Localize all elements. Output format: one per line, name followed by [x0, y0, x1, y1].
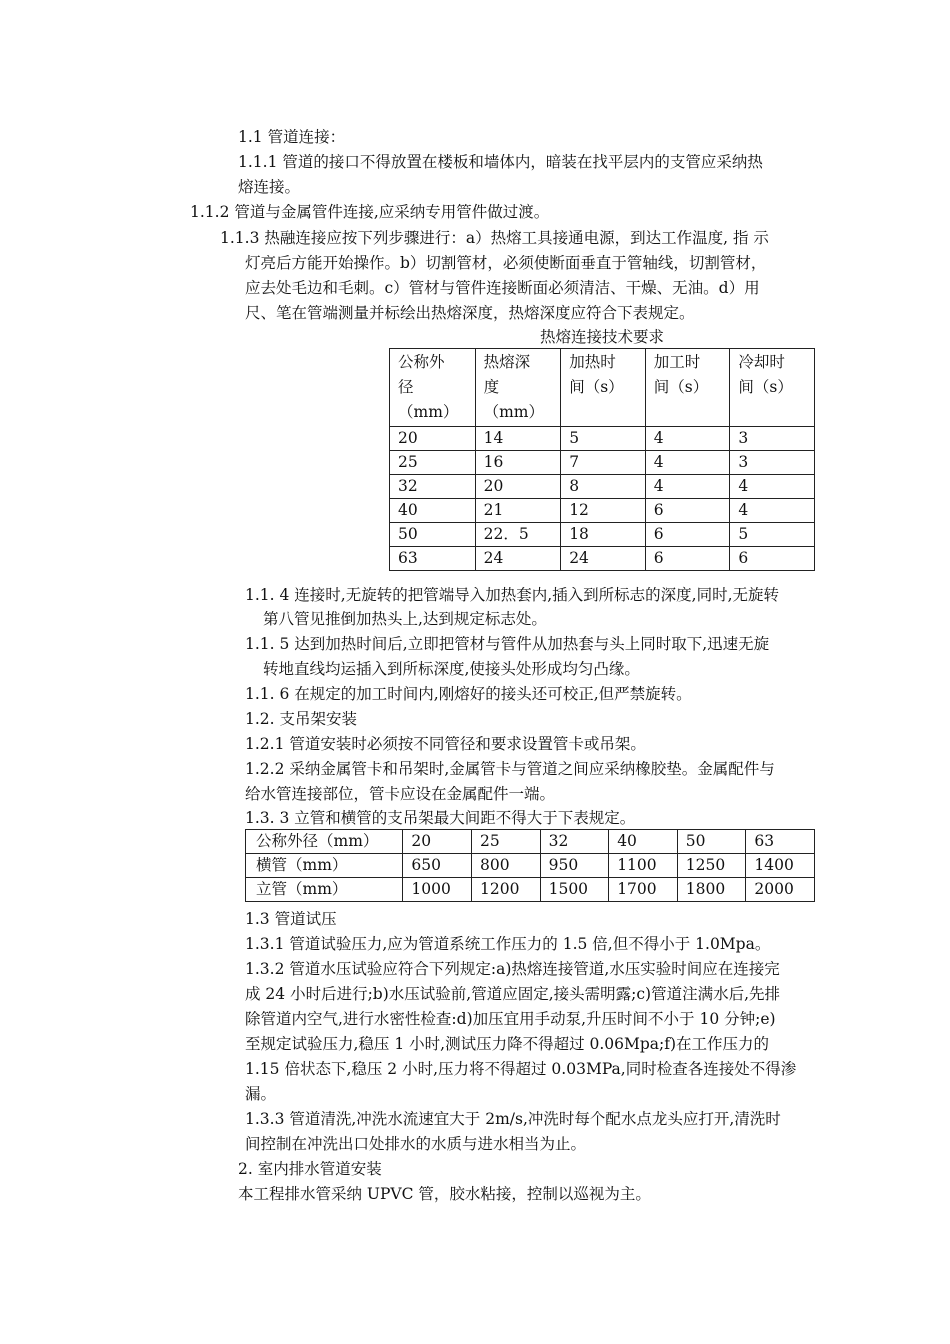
table-cell: 32 — [540, 830, 609, 854]
table-cell: 24 — [561, 547, 646, 571]
table-cell: 6 — [730, 547, 815, 571]
para-1-3-2-line4: 至规定试验压力,稳压 1 小时,测试压力降不得超过 0.06Mpa;f)在工作压力的 — [245, 1035, 770, 1053]
table-row — [390, 547, 815, 571]
table-cell: 800 — [472, 854, 541, 878]
table-cell: 1500 — [540, 878, 609, 902]
para-1-1-4-line1: 1.1. 4 连接时,无旋转的把管端导入加热套内,插入到所标志的深度,同时,无旋转 — [245, 586, 780, 604]
table-row — [246, 878, 815, 902]
table-cell: 公称外径（mm） — [246, 830, 403, 854]
heading-1-1: 1.1 管道连接： — [238, 128, 346, 146]
table-cell: 650 — [403, 854, 472, 878]
table-cell: 16 — [475, 451, 561, 475]
para-1-3-2-line3: 除管道内空气,进行水密性检查:d)加压宜用手动泵,升压时间不小于 10 分钟;e) — [245, 1010, 776, 1028]
support-spacing-table — [245, 829, 815, 902]
para-1-2-2-line1: 1.2.2 采纳金属管卡和吊架时,金属管卡与管道之间应采纳橡胶垫。金属配件与 — [245, 760, 775, 778]
heading-1-3: 1.3 管道试压 — [245, 910, 337, 928]
table-cell: 63 — [746, 830, 815, 854]
para-1-2-1: 1.2.1 管道安装时必须按不同管径和要求设置管卡或吊架。 — [245, 735, 646, 753]
para-1-1-1-line1: 1.1.1 管道的接口不得放置在楼板和墙体内，暗装在找平层内的支管应采纳热 — [238, 153, 763, 171]
hot-melt-table — [389, 348, 815, 571]
table-cell: 25 — [472, 830, 541, 854]
para-1-1-4-line2: 第八管见推倒加热头上,达到规定标志处。 — [263, 610, 547, 628]
table-cell: 25 — [390, 451, 476, 475]
para-1-3-2-line1: 1.3.2 管道水压试验应符合下列规定:a)热熔连接管道,水压实验时间应在连接完 — [245, 960, 780, 978]
para-2-body: 本工程排水管采纳 UPVC 管，胶水粘接，控制以巡视为主。 — [238, 1185, 651, 1203]
table-cell: 1250 — [677, 854, 746, 878]
table-cell: 5 — [561, 427, 646, 451]
heading-1-2: 1.2. 支吊架安装 — [245, 710, 358, 728]
para-1-1-3-line2: 灯亮后方能开始操作。b）切割管材，必须使断面垂直于管轴线，切割管材， — [245, 254, 767, 272]
table-cell: 20 — [403, 830, 472, 854]
table-row — [390, 451, 815, 475]
para-1-1-1-line2: 熔连接。 — [238, 178, 301, 196]
table-header-cell: 加热时 间（s） — [561, 349, 646, 427]
para-1-3-3-flush-line1: 1.3.3 管道清洗,冲洗水流速宜大于 2m/s,冲洗时每个配水点龙头应打开,清洗时 — [245, 1110, 781, 1128]
table-row — [390, 427, 815, 451]
table1-caption: 热熔连接技术要求 — [539, 328, 664, 346]
table-cell: 2000 — [746, 878, 815, 902]
para-1-3-3-flush-line2: 间控制在冲洗出口处排水的水质与进水相当为止。 — [245, 1135, 587, 1153]
para-1-2-2-line2: 给水管连接部位，管卡应设在金属配件一端。 — [245, 785, 556, 803]
table-cell: 1800 — [677, 878, 746, 902]
table-cell: 横管（mm） — [246, 854, 403, 878]
table-cell: 1200 — [472, 878, 541, 902]
table-cell: 立管（mm） — [246, 878, 403, 902]
table-cell: 50 — [677, 830, 746, 854]
table-cell: 1100 — [609, 854, 678, 878]
table-cell: 14 — [475, 427, 561, 451]
table-cell: 1400 — [746, 854, 815, 878]
table-cell: 950 — [540, 854, 609, 878]
table-cell: 32 — [390, 475, 476, 499]
table-header-cell: 公称外 径 （mm） — [390, 349, 476, 427]
para-1-1-3-line4: 尺、笔在管端测量并标绘出热熔深度，热熔深度应符合下表规定。 — [245, 304, 695, 322]
para-1-3-2-line6: 漏。 — [245, 1085, 277, 1103]
table-cell: 7 — [561, 451, 646, 475]
table-row — [246, 854, 815, 878]
para-1-1-6: 1.1. 6 在规定的加工时间内,刚熔好的接头还可校正,但严禁旋转。 — [245, 685, 692, 703]
table-row — [246, 830, 815, 854]
table-cell: 3 — [730, 427, 815, 451]
table-cell: 24 — [475, 547, 561, 571]
table-row — [390, 475, 815, 499]
table-cell: 21 — [475, 499, 561, 523]
table-cell: 22．5 — [475, 523, 561, 547]
table-cell: 3 — [730, 451, 815, 475]
table-cell: 6 — [645, 523, 730, 547]
para-1-1-2: 1.1.2 管道与金属管件连接,应采纳专用管件做过渡。 — [190, 203, 550, 221]
para-1-1-5-line2: 转地直线均运插入到所标深度,使接头处形成均匀凸缘。 — [263, 660, 640, 678]
table-cell: 4 — [645, 427, 730, 451]
table-cell: 4 — [730, 499, 815, 523]
table-cell: 4 — [645, 475, 730, 499]
table-header-row — [390, 349, 815, 427]
table-header-cell: 加工时 间（s） — [645, 349, 730, 427]
para-1-3-1: 1.3.1 管道试验压力,应为管道系统工作压力的 1.5 倍,但不得小于 1.0Mpa。 — [245, 935, 771, 953]
para-1-3-3-support: 1.3. 3 立管和横管的支吊架最大间距不得大于下表规定。 — [245, 809, 636, 827]
table-cell: 18 — [561, 523, 646, 547]
table-header-cell: 热熔深 度 （mm） — [475, 349, 561, 427]
table-cell: 40 — [390, 499, 476, 523]
table-cell: 1700 — [609, 878, 678, 902]
para-1-1-3-line3: 应去处毛边和毛刺。c）管材与管件连接断面必须清洁、干燥、无油。d）用 — [245, 279, 760, 297]
table-cell: 6 — [645, 499, 730, 523]
table-row — [390, 499, 815, 523]
para-1-1-3-line1: 1.1.3 热融连接应按下列步骤进行：a）热熔工具接通电源，到达工作温度, 指 示 — [220, 229, 769, 247]
table-cell: 1000 — [403, 878, 472, 902]
table-cell: 6 — [645, 547, 730, 571]
table-cell: 12 — [561, 499, 646, 523]
para-1-1-5-line1: 1.1. 5 达到加热时间后,立即把管材与管件从加热套与头上同时取下,迅速无旋 — [245, 635, 770, 653]
para-1-3-2-line2: 成 24 小时后进行;b)水压试验前,管道应固定,接头需明露;c)管道注满水后,先排 — [245, 985, 781, 1003]
para-1-3-2-line5: 1.15 倍状态下,稳压 2 小时,压力将不得超过 0.03MPa,同时检查各连接处不得渗 — [245, 1060, 797, 1078]
table-cell: 5 — [730, 523, 815, 547]
table-cell: 20 — [475, 475, 561, 499]
heading-2: 2. 室内排水管道安装 — [238, 1160, 382, 1178]
table-row — [390, 523, 815, 547]
table-cell: 40 — [609, 830, 678, 854]
table-header-cell: 冷却时 间（s） — [730, 349, 815, 427]
table-cell: 4 — [645, 451, 730, 475]
table-cell: 20 — [390, 427, 476, 451]
table-cell: 50 — [390, 523, 476, 547]
table-cell: 8 — [561, 475, 646, 499]
table-cell: 4 — [730, 475, 815, 499]
table-cell: 63 — [390, 547, 476, 571]
